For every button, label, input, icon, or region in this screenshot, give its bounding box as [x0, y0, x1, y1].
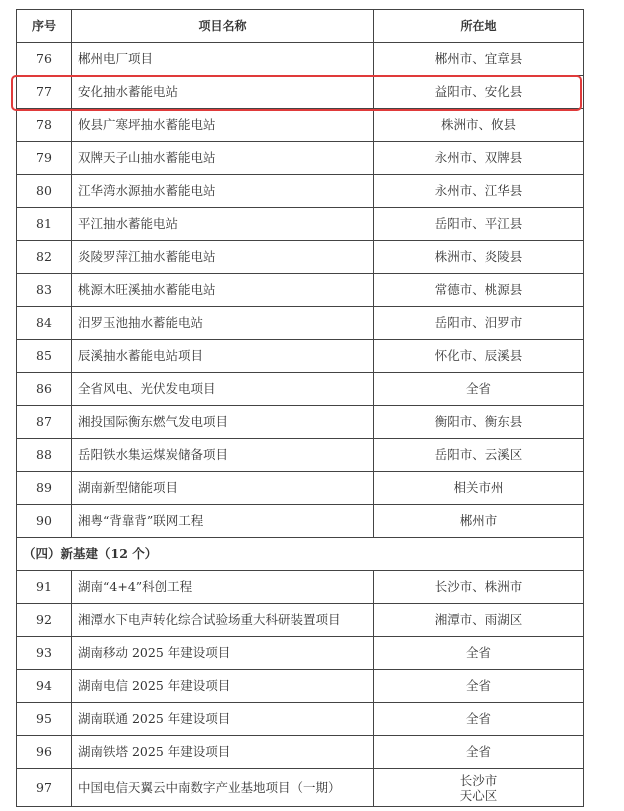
row-location: 全省 — [374, 703, 584, 736]
row-project-name: 辰溪抽水蓄能电站项目 — [72, 340, 374, 373]
row-project-name: 湖南新型储能项目 — [72, 472, 374, 505]
row-index: 83 — [17, 274, 72, 307]
row-location: 郴州市 — [374, 505, 584, 538]
table-row — [17, 505, 584, 538]
row-project-name: 湖南电信 2025 年建设项目 — [72, 670, 374, 703]
row-index: 97 — [17, 769, 72, 807]
table-row — [17, 43, 584, 76]
table-row — [17, 340, 584, 373]
row-index: 88 — [17, 439, 72, 472]
row-project-name: 湘投国际衡东燃气发电项目 — [72, 406, 374, 439]
section-title: （四）新基建（12 个） — [17, 538, 584, 571]
row-index: 95 — [17, 703, 72, 736]
row-project-name: 桃源木旺溪抽水蓄能电站 — [72, 274, 374, 307]
row-location: 全省 — [374, 373, 584, 406]
row-project-name: 中国电信天翼云中南数字产业基地项目（一期） — [72, 769, 374, 807]
row-location: 湘潭市、雨湖区 — [374, 604, 584, 637]
row-location: 永州市、双牌县 — [374, 142, 584, 175]
table-row — [17, 670, 584, 703]
table-row — [17, 604, 584, 637]
row-index: 82 — [17, 241, 72, 274]
row-location: 衡阳市、衡东县 — [374, 406, 584, 439]
row-location: 相关市州 — [374, 472, 584, 505]
row-index: 86 — [17, 373, 72, 406]
row-location: 岳阳市、汨罗市 — [374, 307, 584, 340]
row-index: 76 — [17, 43, 72, 76]
row-project-name: 炎陵罗萍江抽水蓄能电站 — [72, 241, 374, 274]
table-row — [17, 373, 584, 406]
table-row — [17, 439, 584, 472]
row-project-name: 湖南联通 2025 年建设项目 — [72, 703, 374, 736]
row-index: 91 — [17, 571, 72, 604]
row-index: 89 — [17, 472, 72, 505]
row-project-name: 双牌天子山抽水蓄能电站 — [72, 142, 374, 175]
table-row — [17, 274, 584, 307]
table-row — [17, 637, 584, 670]
section-row — [17, 538, 584, 571]
row-project-name: 湘粤“背靠背”联网工程 — [72, 505, 374, 538]
row-project-name: 攸县广寒坪抽水蓄能电站 — [72, 109, 374, 142]
row-location: 全省 — [374, 670, 584, 703]
table-row — [17, 769, 584, 807]
project-table — [16, 9, 584, 807]
row-location: 株洲市、攸县 — [374, 109, 584, 142]
header-location: 所在地 — [374, 10, 584, 43]
row-project-name: 湘潭水下电声转化综合试验场重大科研装置项目 — [72, 604, 374, 637]
row-location: 株洲市、炎陵县 — [374, 241, 584, 274]
table-row — [17, 571, 584, 604]
table-row — [17, 76, 584, 109]
row-project-name: 安化抽水蓄能电站 — [72, 76, 374, 109]
table-row — [17, 109, 584, 142]
row-location — [374, 769, 584, 807]
row-location-line2: 天心区 — [459, 787, 498, 803]
table-row — [17, 736, 584, 769]
row-index: 85 — [17, 340, 72, 373]
row-location-line1: 长沙市 — [459, 772, 498, 788]
row-project-name: 江华湾水源抽水蓄能电站 — [72, 175, 374, 208]
row-project-name: 郴州电厂项目 — [72, 43, 374, 76]
row-project-name: 湖南“4+4”科创工程 — [72, 571, 374, 604]
row-location: 岳阳市、平江县 — [374, 208, 584, 241]
table-body-energy — [17, 43, 584, 538]
row-location: 长沙市、株洲市 — [374, 571, 584, 604]
table-row — [17, 241, 584, 274]
row-location: 永州市、江华县 — [374, 175, 584, 208]
row-index: 96 — [17, 736, 72, 769]
row-location: 益阳市、安化县 — [374, 76, 584, 109]
table-row — [17, 703, 584, 736]
row-location: 郴州市、宜章县 — [374, 43, 584, 76]
header-project-name: 项目名称 — [72, 10, 374, 43]
row-index: 93 — [17, 637, 72, 670]
row-project-name: 湖南移动 2025 年建设项目 — [72, 637, 374, 670]
row-index: 80 — [17, 175, 72, 208]
table-body-new-infra — [17, 571, 584, 769]
row-location: 怀化市、辰溪县 — [374, 340, 584, 373]
row-project-name: 岳阳铁水集运煤炭储备项目 — [72, 439, 374, 472]
row-location: 全省 — [374, 736, 584, 769]
table-row — [17, 175, 584, 208]
row-index: 87 — [17, 406, 72, 439]
row-index: 81 — [17, 208, 72, 241]
row-index: 94 — [17, 670, 72, 703]
row-index: 92 — [17, 604, 72, 637]
row-project-name: 平江抽水蓄能电站 — [72, 208, 374, 241]
table-row — [17, 307, 584, 340]
table-row — [17, 208, 584, 241]
header-index: 序号 — [17, 10, 72, 43]
row-project-name: 湖南铁塔 2025 年建设项目 — [72, 736, 374, 769]
row-location: 全省 — [374, 637, 584, 670]
row-project-name: 汨罗玉池抽水蓄能电站 — [72, 307, 374, 340]
row-location: 岳阳市、云溪区 — [374, 439, 584, 472]
row-index: 79 — [17, 142, 72, 175]
table-row — [17, 142, 584, 175]
row-location: 常德市、桃源县 — [374, 274, 584, 307]
table-header-row — [17, 10, 584, 43]
row-index: 90 — [17, 505, 72, 538]
row-index: 77 — [17, 76, 72, 109]
row-project-name: 全省风电、光伏发电项目 — [72, 373, 374, 406]
row-index: 84 — [17, 307, 72, 340]
table-row — [17, 472, 584, 505]
table-row — [17, 406, 584, 439]
row-index: 78 — [17, 109, 72, 142]
